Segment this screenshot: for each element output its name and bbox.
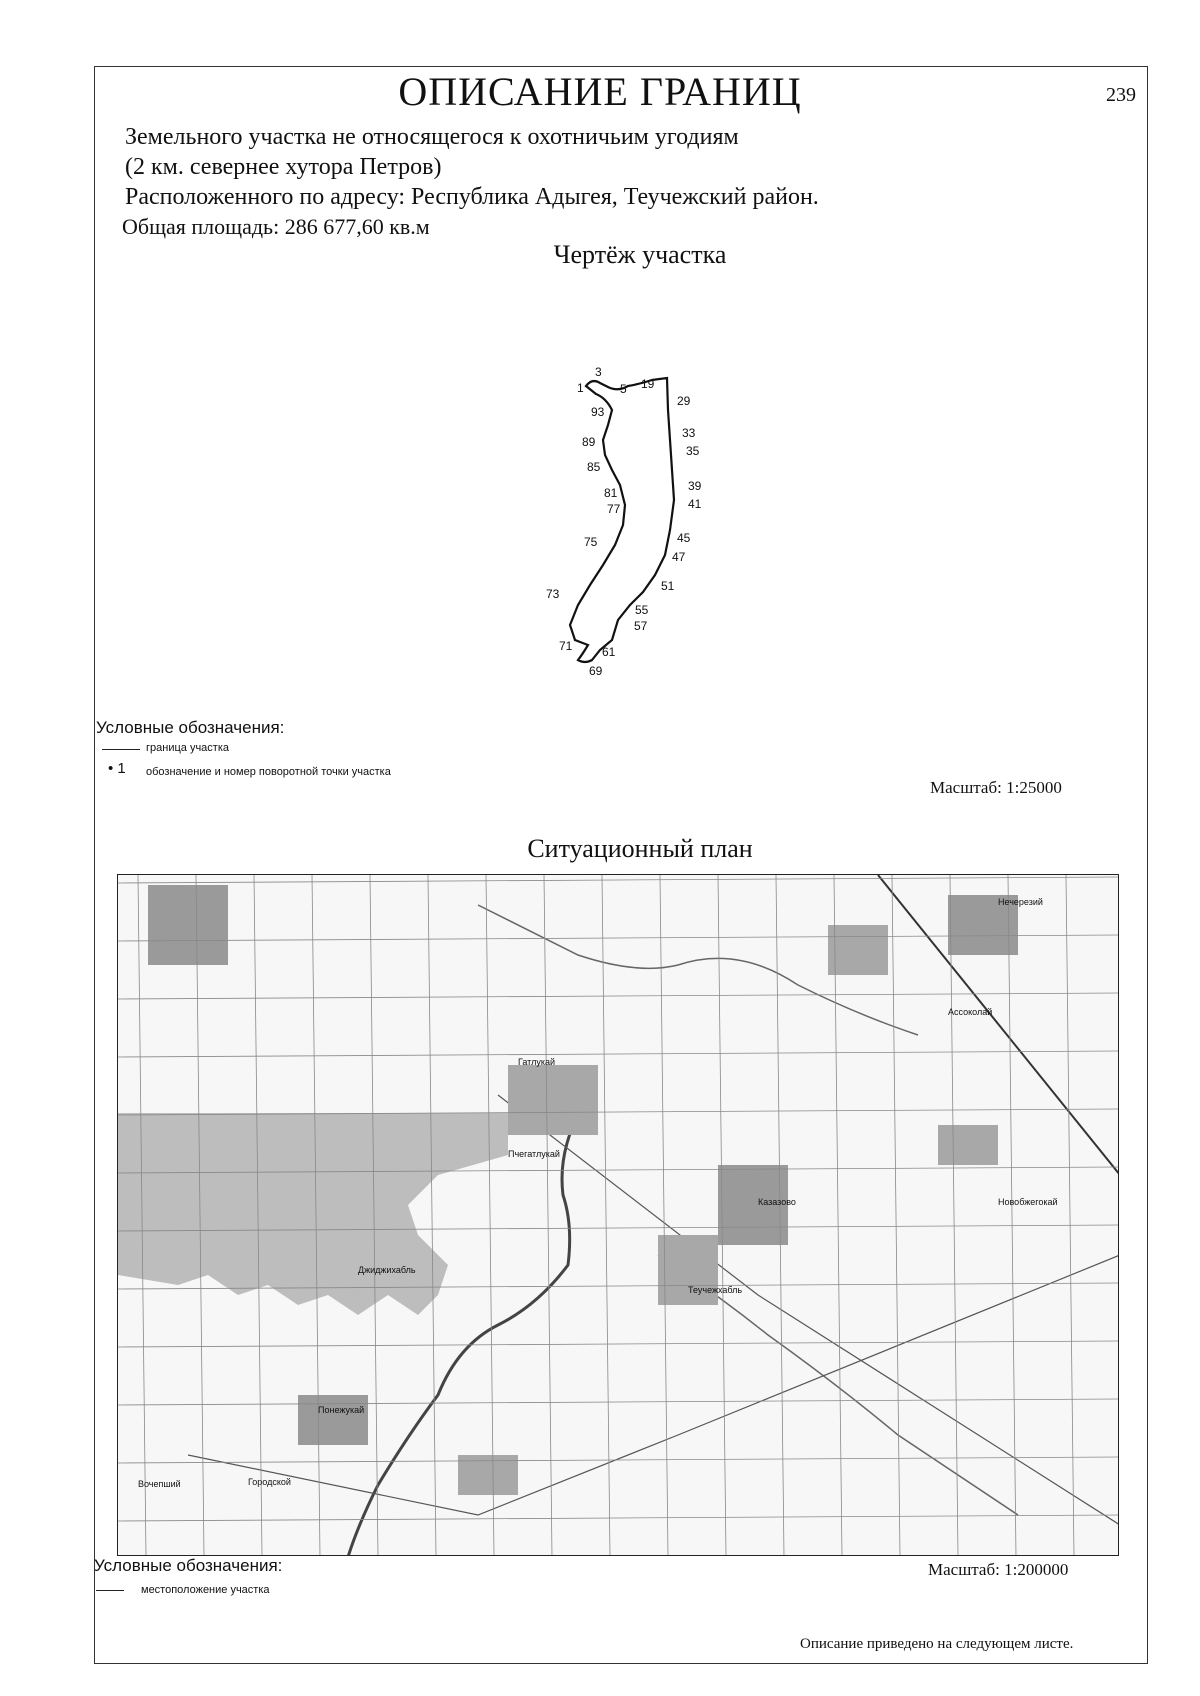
map-place-label: Казазово: [758, 1197, 796, 1207]
point-label-93: 93: [591, 405, 605, 419]
map-place-label: Джиджихабль: [358, 1265, 416, 1275]
point-label-69: 69: [589, 664, 603, 678]
map-grid-line: [118, 1515, 1119, 1521]
point-label-45: 45: [677, 531, 691, 545]
point-label-33: 33: [682, 426, 696, 440]
info-line-2: (2 км. севернее хутора Петров): [125, 154, 442, 180]
map-place-label: Новобжегокай: [998, 1197, 1058, 1207]
legend-point-marker: • 1: [108, 760, 126, 777]
info-line-3: Расположенного по адресу: Республика Адыгея, Теучежский район.: [125, 184, 819, 210]
point-label-19: 19: [641, 377, 655, 391]
footer-note: Описание приведено на следующем листе.: [800, 1636, 1074, 1652]
settlement: [508, 1065, 598, 1135]
scale-2: Масштаб: 1:200000: [928, 1560, 1069, 1579]
map-grid-line: [950, 875, 958, 1556]
settlement: [938, 1125, 998, 1165]
settlement: [148, 885, 228, 965]
page-number: 239: [1106, 84, 1136, 106]
map-grid-line: [660, 875, 668, 1556]
map-grid-line: [834, 875, 842, 1556]
map-grid-line: [428, 875, 436, 1556]
map-place-label: Понежукай: [318, 1405, 365, 1415]
plot-boundary: [570, 378, 674, 662]
map-grid-line: [118, 877, 1119, 883]
legend-location-line: [96, 1590, 124, 1591]
legend-boundary-label: граница участка: [146, 742, 229, 754]
map-grid-line: [118, 1399, 1119, 1405]
drawing-title: Чертёж участка: [553, 240, 727, 269]
map-place-label: Теучежхабль: [688, 1285, 743, 1295]
point-label-41: 41: [688, 497, 702, 511]
info-area: Общая площадь: 286 677,60 кв.м: [122, 214, 430, 239]
point-label-81: 81: [604, 486, 618, 500]
map-place-label: Ассоколай: [948, 1007, 993, 1017]
legend-boundary-line: [102, 749, 140, 750]
settlement: [828, 925, 888, 975]
legend-heading-1: Условные обозначения:: [96, 718, 285, 737]
point-label-39: 39: [688, 479, 702, 493]
legend-heading-2: Условные обозначения:: [94, 1556, 283, 1575]
situation-title: Ситуационный план: [527, 834, 753, 863]
point-label-85: 85: [587, 460, 601, 474]
point-label-57: 57: [634, 619, 648, 633]
scale-1: Масштаб: 1:25000: [930, 778, 1062, 797]
map-place-label: Пчегатлукай: [508, 1149, 560, 1159]
point-label-5: 5: [620, 382, 627, 396]
map-place-label: Вочепший: [138, 1479, 181, 1489]
map-grid-line: [544, 875, 552, 1556]
point-label-71: 71: [559, 639, 573, 653]
point-label-47: 47: [672, 550, 686, 564]
point-label-35: 35: [686, 444, 700, 458]
point-label-51: 51: [661, 579, 675, 593]
plot-drawing: [0, 0, 1200, 720]
map-grid-line: [118, 993, 1119, 999]
map-grid-line: [486, 875, 494, 1556]
point-label-1: 1: [577, 381, 584, 395]
map-place-label: Нечерезий: [998, 897, 1043, 907]
map-grid-line: [118, 1109, 1119, 1115]
map-grid-line: [118, 1051, 1119, 1057]
info-line-1: Земельного участка не относящегося к охотничьим угодиям: [125, 124, 739, 150]
point-label-89: 89: [582, 435, 596, 449]
settlement: [298, 1395, 368, 1445]
point-label-73: 73: [546, 587, 560, 601]
map-grid-line: [118, 1457, 1119, 1463]
legend-point-desc: обозначение и номер поворотной точки участка: [146, 766, 391, 778]
reservoir: [118, 1113, 508, 1315]
point-label-29: 29: [677, 394, 691, 408]
point-label-77: 77: [607, 502, 621, 516]
point-label-3: 3: [595, 365, 602, 379]
situation-map-canvas: [118, 875, 1119, 1556]
situation-map: [117, 874, 1119, 1556]
point-label-75: 75: [584, 535, 598, 549]
legend-location-label: местоположение участка: [141, 1584, 270, 1596]
map-grid-line: [602, 875, 610, 1556]
map-grid-line: [892, 875, 900, 1556]
point-label-55: 55: [635, 603, 649, 617]
point-label-61: 61: [602, 645, 616, 659]
map-grid-line: [1008, 875, 1016, 1556]
map-grid-line: [118, 1341, 1119, 1347]
map-grid-line: [1066, 875, 1074, 1556]
legend-point-number: 1: [117, 760, 126, 777]
page-title: ОПИСАНИЕ ГРАНИЦ: [398, 69, 802, 114]
map-place-label: Гатлукай: [518, 1057, 556, 1067]
map-place-label: Городской: [248, 1477, 291, 1487]
